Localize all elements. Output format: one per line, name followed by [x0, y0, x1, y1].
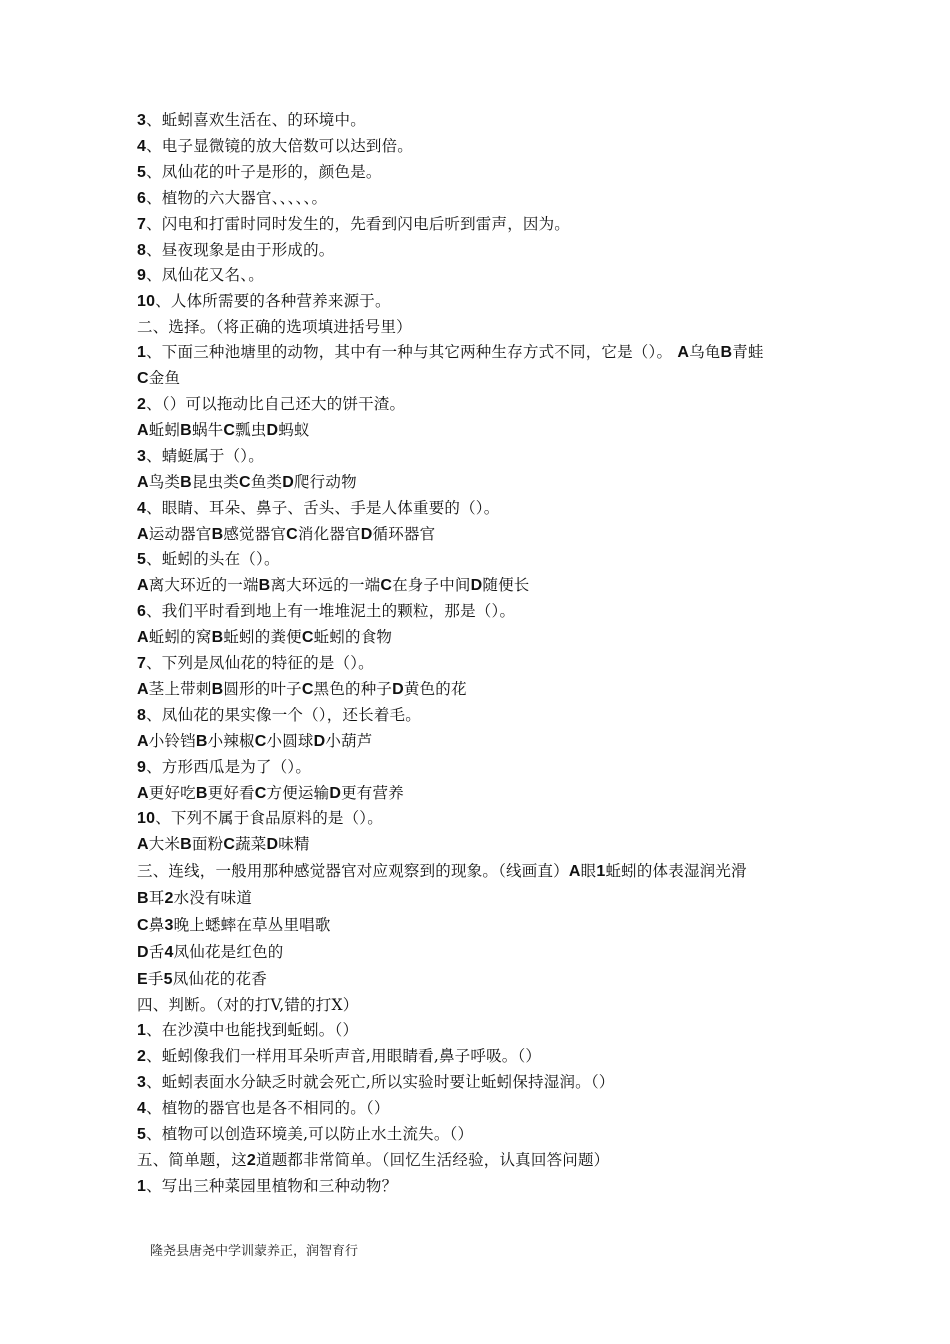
option-text: 黑色的种子 — [313, 679, 393, 698]
option-label: C — [223, 421, 236, 439]
section-heading — [137, 1148, 827, 1174]
short-answer-question — [137, 1174, 827, 1200]
option-label: C — [286, 525, 298, 543]
match-row — [137, 885, 827, 912]
option-text: 青蛙 — [732, 343, 764, 362]
option-text: 蚯蚓的食物 — [313, 628, 393, 647]
option-text: 蜗牛 — [191, 420, 224, 439]
question-text: 、植物的器官也是各不相同的。（） — [146, 1098, 390, 1117]
match-label: E — [137, 971, 148, 989]
option-text: 小圆球 — [266, 731, 314, 750]
option-text: 蚂蚁 — [278, 420, 310, 439]
option-label: A — [137, 577, 149, 595]
option-row — [137, 729, 827, 755]
choice-question — [137, 444, 827, 470]
option-text: 鱼类 — [250, 472, 283, 491]
option-label: A — [137, 680, 149, 698]
section-heading-text: 道题都非常简单。（回忆生活经验，认真回答问题） — [256, 1150, 610, 1169]
match-number: 5 — [163, 971, 173, 989]
match-row — [137, 912, 827, 939]
question-text: 、凤仙花又名、。 — [146, 266, 264, 285]
option-label: D — [360, 525, 373, 543]
fill-question — [137, 108, 827, 134]
question-number: 1 — [137, 344, 147, 362]
question-number: 3 — [137, 1074, 147, 1091]
judge-question — [137, 1096, 827, 1122]
question-number: 3 — [137, 112, 147, 129]
option-label: A — [137, 784, 149, 802]
option-label: C — [301, 629, 314, 647]
option-text: 昆虫类 — [191, 472, 240, 491]
match-phenomenon: 凤仙花的花香 — [172, 970, 267, 989]
match-organ: 手 — [147, 970, 164, 989]
question-text: 、蚯蚓的头在（）。 — [146, 550, 280, 569]
question-number: 9 — [137, 267, 147, 285]
option-text: 运动器官 — [148, 524, 212, 543]
question-number: 5 — [137, 551, 147, 569]
match-label: A — [568, 863, 581, 881]
exam-content — [137, 108, 827, 1200]
option-row — [137, 677, 827, 703]
option-label: C — [239, 473, 251, 491]
option-row — [137, 522, 827, 548]
match-label: D — [137, 944, 149, 962]
question-number: 4 — [137, 499, 147, 517]
option-text: 乌龟 — [689, 343, 721, 362]
fill-question — [137, 212, 827, 238]
option-label: A — [137, 629, 149, 647]
option-label: D — [313, 732, 326, 750]
option-label: B — [211, 629, 224, 647]
question-text: 、闪电和打雷时同时发生的，先看到闪电后听到雷声，因为。 — [146, 214, 571, 233]
question-number: 4 — [137, 1099, 147, 1117]
option-text: 离大环近的一端 — [148, 576, 259, 595]
option-label: B — [258, 577, 271, 595]
option-label: A — [137, 836, 149, 854]
question-text: 、方形西瓜是为了（）。 — [146, 757, 312, 776]
option-text: 离大环远的一端 — [270, 576, 381, 595]
option-label: C — [254, 784, 267, 802]
question-number: 2 — [137, 395, 147, 413]
option-text: 感觉器官 — [223, 524, 287, 543]
option-label: B — [195, 732, 208, 750]
option-text: 消化器官 — [297, 524, 361, 543]
match-label: C — [137, 917, 149, 935]
option-label: D — [470, 577, 483, 595]
question-text: 、在沙漠中也能找到蚯蚓。（） — [146, 1021, 359, 1040]
option-label: D — [329, 784, 342, 802]
question-text: 、眼睛、耳朵、鼻子、舌头、手是人体重要的（）。 — [146, 498, 500, 517]
option-row — [137, 470, 827, 496]
page-footer: 隆尧县唐尧中学训蒙养正，润智育行 — [150, 1244, 359, 1259]
heading-number: 2 — [246, 1151, 257, 1169]
match-number: 3 — [164, 917, 174, 935]
match-organ: 舌 — [148, 943, 165, 962]
option-label: A — [137, 473, 149, 491]
question-text: 、凤仙花的果实像一个（），还长着毛。 — [146, 705, 421, 724]
question-text: 、写出三种菜园里植物和三种动物？ — [146, 1176, 398, 1195]
section-heading: 二、选择。（将正确的选项填进括号里） — [137, 318, 412, 337]
question-text: 、蚯蚓表面水分缺乏时就会死亡,所以实验时要让蚯蚓保持湿润。（） — [146, 1073, 615, 1091]
option-label: B — [180, 836, 192, 854]
question-text: 、电子显微镜的放大倍数可以达到倍。 — [146, 136, 414, 155]
question-number: 2 — [137, 1048, 147, 1066]
option-label: C — [380, 577, 393, 595]
question-number: 10 — [137, 810, 156, 828]
option-text: 黄色的花 — [403, 679, 467, 698]
question-number: 8 — [137, 706, 147, 724]
option-text: 瓢虫 — [235, 420, 267, 439]
option-label: C — [223, 836, 236, 854]
question-number: 5 — [137, 163, 147, 181]
option-text: 方便运输 — [266, 783, 330, 802]
match-phenomenon: 水没有味道 — [173, 889, 253, 908]
option-text: 更好吃 — [148, 783, 196, 802]
question-number: 7 — [137, 655, 147, 673]
question-number: 1 — [137, 1177, 147, 1195]
question-number: 3 — [137, 447, 147, 465]
match-row — [137, 966, 827, 993]
option-text: 蔬菜 — [235, 835, 267, 854]
option-label: A — [677, 344, 690, 362]
question-text: 、人体所需要的各种营养来源于。 — [155, 292, 391, 311]
option-text: 茎上带刺 — [148, 679, 212, 698]
match-phenomenon: 蚯蚓的体表湿润光滑 — [605, 862, 747, 881]
question-text: 、下列不属于食品原料的是（）。 — [155, 809, 383, 828]
fill-question — [137, 160, 827, 186]
option-label: B — [211, 525, 224, 543]
match-number: 4 — [164, 944, 174, 962]
option-label: A — [137, 525, 149, 543]
option-label: B — [180, 421, 192, 439]
choice-question — [137, 703, 827, 729]
question-text: 、（）可以拖动比自己还大的饼干渣。 — [146, 394, 406, 413]
question-number: 4 — [137, 137, 147, 155]
choice-question — [137, 547, 827, 573]
option-text: 爬行动物 — [293, 472, 357, 491]
question-text: 、下面三种池塘里的动物，其中有一种与其它两种生存方式不同，它是（）。 — [146, 343, 673, 362]
option-text: 味精 — [278, 835, 310, 854]
choice-question — [137, 340, 827, 366]
question-number: 9 — [137, 758, 147, 776]
question-text: 、我们平时看到地上有一堆堆泥土的颗粒，那是（）。 — [146, 602, 516, 621]
match-organ: 耳 — [148, 889, 165, 908]
choice-question — [137, 496, 827, 522]
choice-question-continued — [137, 366, 827, 392]
match-label: B — [137, 890, 149, 908]
option-label: B — [180, 473, 192, 491]
question-text: 、蚯蚓喜欢生活在、的环境中。 — [146, 111, 366, 129]
match-number: 2 — [164, 890, 174, 908]
match-organ: 鼻 — [148, 916, 165, 935]
option-text: 面粉 — [191, 835, 224, 854]
option-row — [137, 418, 827, 444]
option-text: 鸟类 — [148, 472, 181, 491]
option-row — [137, 781, 827, 807]
question-number: 10 — [137, 293, 156, 311]
match-organ: 眼 — [580, 862, 597, 881]
question-text: 、昼夜现象是由于形成的。 — [146, 240, 335, 259]
option-label: A — [137, 421, 149, 439]
option-row — [137, 832, 827, 858]
judge-question — [137, 1018, 827, 1044]
option-label: C — [254, 732, 267, 750]
question-number: 1 — [137, 1022, 147, 1040]
choice-question — [137, 806, 827, 832]
match-phenomenon: 凤仙花是红色的 — [173, 943, 284, 962]
section-heading — [137, 858, 827, 885]
question-text: 、植物可以创造环境美,可以防止水土流失。（） — [146, 1124, 474, 1143]
option-label: D — [266, 421, 279, 439]
judge-question — [137, 1044, 827, 1070]
option-text: 大米 — [148, 835, 181, 854]
fill-question — [137, 238, 827, 264]
question-text: 、蜻蜓属于（）。 — [146, 446, 264, 465]
option-label: A — [137, 732, 149, 750]
question-number: 8 — [137, 241, 147, 259]
option-text: 更好看 — [207, 783, 255, 802]
question-number: 5 — [137, 1125, 147, 1143]
section-heading-text: 五、简单题，这 — [137, 1150, 247, 1169]
option-label: C — [301, 680, 314, 698]
option-label: D — [392, 680, 404, 698]
choice-question — [137, 755, 827, 781]
question-text: 、植物的六大器官、、、、、。 — [146, 188, 328, 207]
question-text: 、下列是凤仙花的特征的是（）。 — [146, 654, 374, 673]
question-number: 6 — [137, 189, 147, 207]
option-text: 小辣椒 — [207, 731, 255, 750]
match-number: 1 — [596, 863, 606, 881]
question-text: 、蚯蚓像我们一样用耳朵听声音,用眼睛看,鼻子呼吸。（） — [146, 1047, 542, 1066]
choice-question — [137, 392, 827, 418]
option-label: D — [282, 473, 294, 491]
option-text: 圆形的叶子 — [223, 679, 302, 698]
fill-question — [137, 186, 827, 212]
option-text: 蚯蚓 — [148, 420, 181, 439]
match-row — [137, 939, 827, 966]
choice-question — [137, 599, 827, 625]
option-label: B — [195, 784, 208, 802]
option-text: 蚯蚓的粪便 — [223, 628, 302, 647]
fill-question — [137, 263, 827, 289]
option-text: 小葫芦 — [325, 731, 373, 750]
judge-question — [137, 1070, 827, 1096]
option-label: B — [720, 344, 733, 362]
option-text: 小铃铛 — [148, 731, 196, 750]
fill-question — [137, 289, 827, 315]
option-text: 随便长 — [482, 576, 530, 595]
question-number: 6 — [137, 603, 147, 621]
option-label: D — [266, 836, 279, 854]
option-text: 金鱼 — [148, 369, 181, 388]
option-text: 在身子中间 — [392, 576, 471, 595]
fill-question — [137, 134, 827, 160]
option-label: C — [137, 370, 149, 388]
option-text: 蚯蚓的窝 — [148, 628, 212, 647]
option-row — [137, 625, 827, 651]
judge-question — [137, 1122, 827, 1148]
question-number: 7 — [137, 215, 147, 233]
option-text: 更有营养 — [341, 783, 404, 802]
section-heading-text: 三、连线，一般用那种感觉器官对应观察到的现象。（线画直） — [137, 862, 569, 881]
option-row — [137, 573, 827, 599]
section-heading: 四、判断。（对的打V,错的打X） — [137, 996, 359, 1015]
question-text: 、凤仙花的叶子是形的，颜色是。 — [146, 162, 382, 181]
choice-question — [137, 651, 827, 677]
match-phenomenon: 晚上蟋蟀在草丛里唱歌 — [173, 916, 331, 935]
option-text: 循环器官 — [372, 524, 436, 543]
option-label: B — [211, 680, 224, 698]
